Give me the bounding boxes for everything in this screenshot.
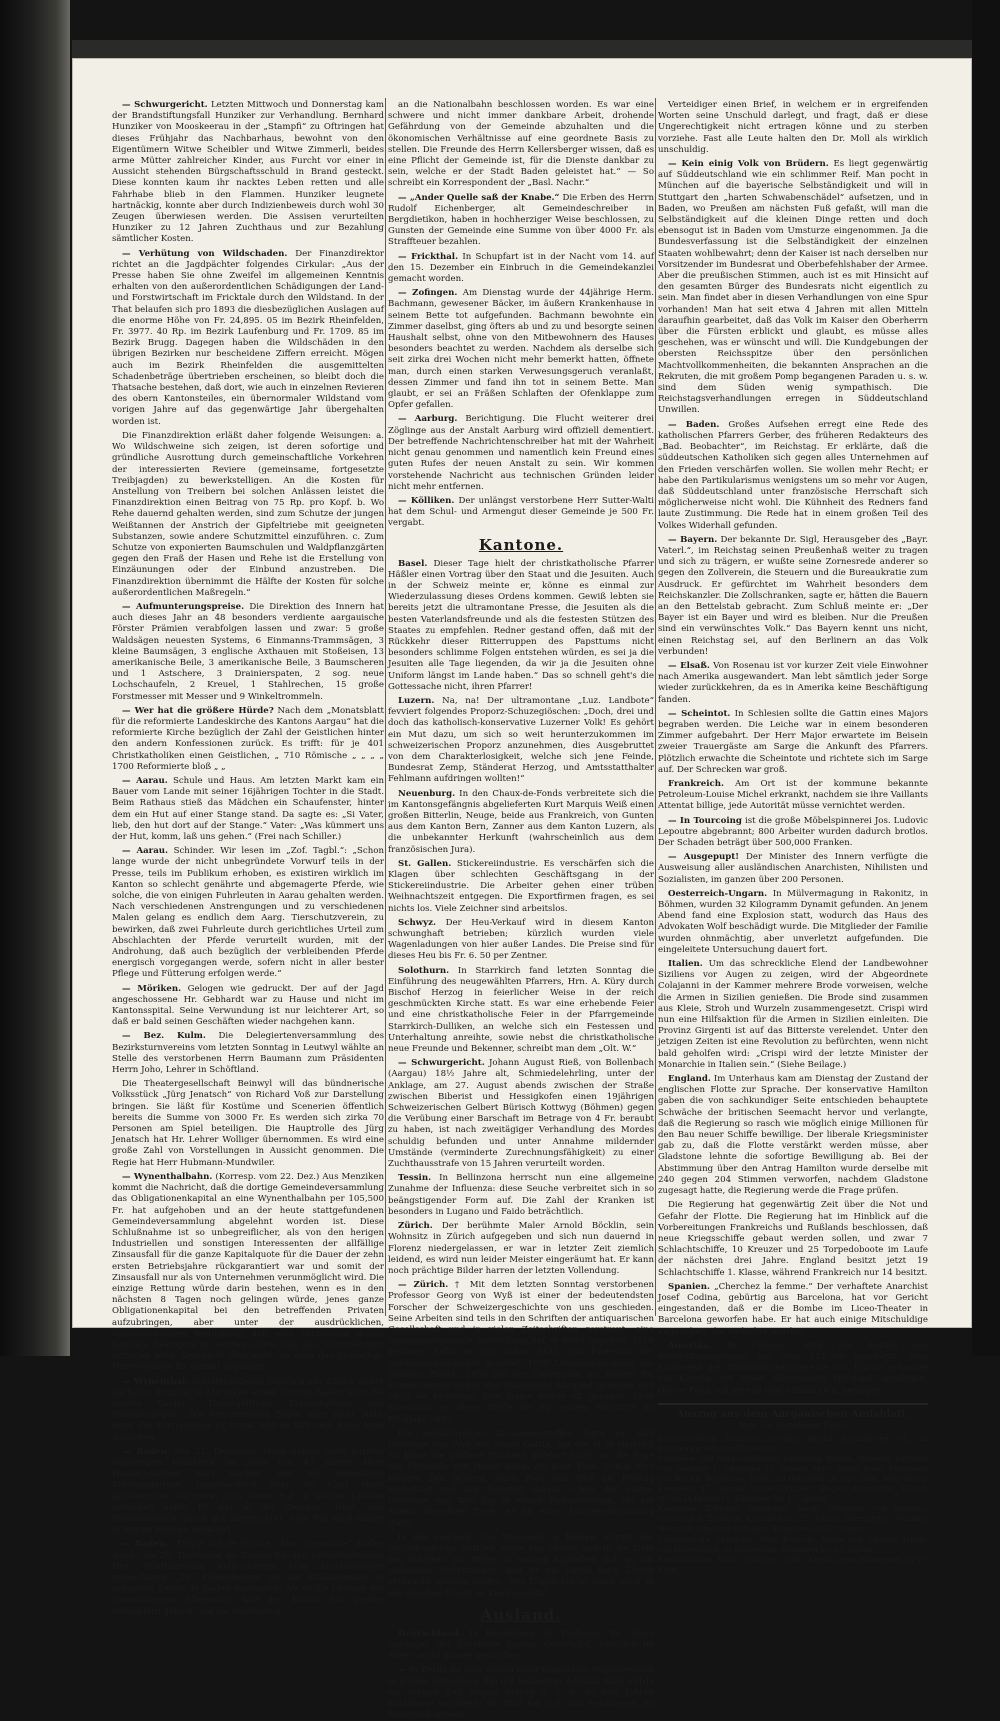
column-rule-1 [385,98,386,1316]
article-text: Großes Aufsehen erregt eine Rede des katholischen Pfarrers Gerber, des früheren Redakteurs des „Bad. Beobachter“, im Reichstag. Er erklärte, daß die süddeutschen Katholiken sich gegen alles Unternehmen auf den Frieden verschärfen wollen. Sie wollen mehr Recht; er habe den Partikularismus wenigstens um so mehr vor Augen, daß Süddeutschland unter französische Herrschaft sich möglicherweise nicht wohl. Die Kühnheit des Redners fand laute Zustimmung. Die Rede hat in einem großen Teil des Volkes Widerhall gefunden. [658,419,928,531]
article-paragraph [112,1172,384,1374]
article-lead: — Wynenthal. [122,1376,189,1387]
article-paragraph [388,1173,654,1218]
article-text: Na, na! Der ultramontane „Luz. Landbote“ fevviert folgendes Proporz-Schuzegiöschen: „Doch, drei und doch das katholisch-konservative Luzerner Volk! Es gehört ein Mut dazu, um sich so weit herunterzukommen im schweizerischen Proporz anzunehmen, dies Ausgebruttet von dem Charakterlosigkeit, welche sich jene Feinde, Bundesrat Zemp, Ständerat Herzog, und Amtsstatthalter Fehlmann aufdringen wollten!“ [388,695,654,785]
article-paragraph [388,789,654,856]
article-lead: Italien. [668,959,703,970]
amtsblatt-entry: Bevormundung. Lenzburg. Gruber, Bertha, Johannesfen sel., als Straßenwärters von Rottenwyl. [658,1433,928,1453]
article-lead: Oesterreich-Ungarn. [668,888,768,899]
article-lead: — Baden. [668,419,720,430]
article-paragraph [658,159,928,417]
article-text: In Chicago wird die Anzahl der Beschäftigungslosen auf über 117,000 geschätzt. Eine Konferenz der Wohlthätigkeitsvereine von Illinois ernannte ein Komite, um einen allgemeinen Hilfsfond anzulegen. Dieser Fond soll bereits eine Million Doll. betragen. [658,1340,929,1396]
article-paragraph [658,959,928,1071]
article-paragraph [658,852,928,886]
article-paragraph [112,431,384,599]
article-lead: — Kölliken. [398,495,455,506]
newspaper-page [72,58,972,1721]
article-lead: Schwyz. [398,917,436,928]
article-lead: Basel. [398,558,428,569]
article-lead: Neuenburg. [398,788,456,799]
article-paragraph [658,709,928,776]
article-lead: — „Ander Quelle saß der Knabe.“ [398,192,560,203]
article-paragraph [112,1079,384,1169]
article-paragraph [388,559,654,693]
article-paragraph [388,1221,654,1277]
article-lead: — Wynenthalbahn. [122,1171,213,1182]
article-text: Um das schreckliche Elend der Landbewohner Siziliens vor Augen zu zeigen, wird der Abgeordnete Colajanni in der Kammer mehrere Brode vorweisen, welche die Armen in Sizilien genießen. Die Brode sind zusammen aus Kleie, Stroh und Wurzeln zusammengesetzt. Crispi wird nun eine Hilfsaktion für die Armen in Sizilien einleiten. Die Provinz Girgenti ist auf das Bitterste verelendet. Unter den jetzigen Zeiten ist eine Revolution zu befürchten, wenn nicht bald geholfen wird: „Crispi wird der letzte Minister der Monarchie in Italien sein.“ (Siehe Beilage.) [658,959,928,1070]
article-text: In Heidelberg ist Professor Dr. Aloys Sprenger, der berühmte Berner Orientalist, plötzlich im Alter von 81 Jahren gestorben. [388,1628,655,1662]
article-text: Die Finanzdirektion erläßt daher folgende Weisungen: a. Wo Wildschweine sich zeigen, ist deren sofortige und gründliche Ausrottung durch gemeinschaftliche Vorkehren der interessierten Reviere (gemeinsame, fortgesetzte Treibjagden) zu bewerkstelligen. An die Kosten für Anstellung von Treibern bei solchen Anlässen leistet die Finanzdirektion einen Beitrag von 75 Rp. pro Kopf. b. Wo Rehe dauernd gehalten werden, sind zum Schutze der jungen Weißtannen der Anstrich der Gipfeltriebe mit geeigneten Substanzen, sowie andere Schutzmittel einzuführen. c. Zum Schutze von exponierten Baumschulen und Waldpflanzgärten gegen den Fraß der Hasen und Rehe ist die Erstellung von Einzäunungen oder der Einbund anzustreben. Die Finanzdirektion übernimmt die Hälfte der Kosten für solche außerordentlichen Maßregeln.“ [112,430,384,598]
article-text: Schule und Haus. Am letzten Markt kam ein Bauer vom Lande mit seiner 16jährigen Tochter in die Stadt. Beim Rathaus stieß das Mädchen ein Schaufenster, hinter dem ein Hut auf einer Stange stand. Da sagte es: „Si Vater, lieb, den hut dort auf der Stange.“ Vater: „Was kümmert uns der Hut, komm, laß uns gehen.“ (Frei nach Schiller.) [112,775,384,842]
article-text: „Cherchez la femme.“ Der verhaftete Anarchist Josef Codina, gebürtig aus Barcelona, hat vor Gericht eingestanden, daß er die Bombe im Liceo-Theater in Barcelona geworfen habe. Er hat auch einige Mitschuldige angegeben, die verhaftet wurden. [658,1281,928,1337]
article-paragraph [388,100,654,190]
article-paragraph [658,816,928,850]
article-text: Der Minister des Innern verfügte die Ausweisung aller ausländischen Anarchisten, Nihilisten und Sozialisten, im ganzen über 200 Personen. [658,852,929,885]
amtsblatt-entry: Konkurse. Zofingen. Schmidter, Jakob, Fabrikant von Rothrist, wohnhaft in Zofingen. Eingaben bis 23. Januar. Bremgarten. Widmer, Heinrich, Landwirt in Widen. Eingaben bis 13. Januar. [658,1504,928,1533]
article-text: Die Theatergesellschaft Beinwyl will das bündnerische Volksstück „Jürg Jenatsch“ von Richard Voß zur Darstellung bringen. Sie läßt für Kostüme und Scenerien öffentlich bereits die Summe von 3000 Fr. Es werden sich zirka 70 Personen am Spiel beteiligen. Die Hauptrolle des Jürg Jenatsch hat Hr. Lehrer Wolliger übernommen. Es wird eine große Zahl von Vorstellungen in Aussicht genommen. Die Regie hat Herr Hubmann-Mundwiler. [112,1079,384,1168]
article-text: Dieser Tage hielt der christkatholische Pfarrer Häßler einen Vortrag über den Staat und die Jesuiten. Auch in der Schweiz meinte er, könne es einmal zur Wiederzulassung dieses Ordens kommen. Gewiß lebten sie bereits jetzt die ultramontane Presse, die Jesuiten als die besten Vaterlandsfreunde und als die festesten Stützen des Staates zu empfehlen. Redner gestand offen, daß mit der Rückkehr dieser Ritterruppen des Papsttums nicht besonders schlimme Folgen entstehen würden, es sei ja die Jesuiten alle Tage liegenden, da wir ja die Jesuiten ohne Uniform längst im Lande haben.“ Das so schnell geht's die Gottessache nicht, ihren Pfarrer! [388,558,654,692]
article-text: Arbeitersekretär Greulich aus Zürich wollte nächsten Sonntag in Menziken einen Vortrag halten über die beiden Kinder: „Unentgeltliche Krankenpflege und Tabakmonopol.“ Die Versammlung findet aber nicht statt, denn der Vortragende ist krank und es fällt sein Bann ferm wattieren. [112,1376,384,1443]
article-lead: — [398,1665,407,1676]
article-text: (Korresp. vom 22. Dez.) Aus Menziken kommt die Nachricht, daß die dortige Gemeindeversammlung das Obligationenkapital an eine Wynenthalbahn per 105,500 Fr. hat aufgehoben und an der heute stattgefundenen Gemeindeversammlung abgelehnt worden ist. Diese Schlußnahme ist so unbegreiflicher, als von den herigen Industriellen und sonstigen Interessenten der allfällige Zinsausfall für die ganze Kapitalquote für die Dauer der zehn ersten Betriebsjahre rückgarantiert war und somit der Zinsausfall nur als von Unternehmen verunmöglicht wird. Die einzige Rettung würde darin bestehen, wenn es in den nächsten 8 Tagen noch gelingen würde, jenes ganze Obligationenkapital bei den betreffenden Privaten aufzubringen, aber unter der ausdrücklichen, einschränkenden Bedingung, daß eine Verzinsung dieses Kapitals beansprucht werden dürfe, bis das Unternehmen ertragen wird. Geschieht dies nicht, so wird das großartige Unternehmen für einmal begraben. [112,1171,385,1373]
article-paragraph [388,966,654,1056]
article-text: ist die große Möbelspinnerei Jos. Ludovic Lepoutre abgebrannt; 800 Arbeiter wurden dadurch brotlos. Der Schaden beträgt über 500,000 Franken. [658,815,928,848]
article-paragraph [112,1539,384,1617]
article-lead: — Ausgepupt! [668,852,740,863]
amtsblatt-entry: Schuldenrufe. Lenzburg. Frau Berischi, Maria geb. Gehrig, Jakobs von Dürrenäsch, in Niederlenz. Eingaben bis 15. Januar. [658,1534,928,1554]
article-paragraph [388,918,654,963]
article-lead: — Aarburg. [398,414,458,425]
article-lead: Frankreich. [668,778,724,789]
article-lead: — Zofingen. [398,288,458,299]
article-lead: Amerika. [668,1340,712,1351]
article-text: an die Nationalbahn beschlossen worden. Es war eine schwere und nicht immer dankbare Arbeit, drohende Gefährdung von der Gemeinde abzuhalten und die ökonomischen Verhältnisse auf eine geordnete Basis zu stellen. Die Freunde des Herrn Kellersberger wissen, daß es eine Pflicht der Gemeinde ist, für die Dienste dankbar zu sein, welche er der Stadt Baden geleistet hat.“ — So schreibt ein Korrespondent der „Basl. Nachr.“ [388,100,654,189]
article-text: Im Unterhaus kam am Dienstag der Zustand der englischen Flotte zur Sprache. Der konservative Hamilton gaben die von sachkundiger Seite entschieden behauptete Schwäche der britischen Seemacht hervor und verlangte, daß die Regierung so rasch wie möglich einige Millionen für den Bau neuer Schiffe bewillige. Der liberale Kriegsminister gab zu, daß die Flotte verstärkt werden müsse, aber Gladstone lehnte die sofortige Bewilligung ab. Bei der Abstimmung über den Antrag Hamilton wurde derselbe mit 240 gegen 204 Stimmen verworfen, nachdem Gladstone zugesagt hatte, die Regierung werde die Frage prüfen. [658,1074,928,1197]
top-dark-strip [72,40,972,58]
article-paragraph [658,100,928,156]
article-paragraph [112,846,384,980]
article-lead: — Kein einig Volk von Brüdern. [668,159,829,170]
article-paragraph [658,1341,928,1397]
article-text: Der berühmte Maler Arnold Böcklin, sein Wohnsitz in Zürich aufgegeben und sich nun dauernd in Florenz niedergelassen, er war in letzter Zeit ziemlich leidend, es wird nun leider Meister eingeräumt hat. Er kann noch prächtige Bilder harren der letzten Vollendung. [388,1221,654,1276]
article-lead: — In Tourcoing [668,815,742,826]
section-heading: Ausland. [480,1605,562,1624]
article-lead: — Verhütung von Wildschaden. [122,248,288,259]
column-2 [388,100,655,1721]
binding-shadow [0,0,70,1356]
article-lead: Tessin. [398,1173,432,1184]
amtsblatt-entry: Schulden- und Bürgschaftsrufe. Lenzburg. Bürgin, Wilhelm, Postillon von Seengen †. Eingaben 16. Januar. Muri. Suter, Josef, Kaufmann von Boswil. Wulflinger, Josef, auf dem Feld zu Sins, Gde. Meyenberg. Eingaben 17. Januar. Unter-Ulrichen. Meyer, Antoinette, Witwe, Wirtin in Dietwyl †. Eingaben bis 15. Januar. [658,1454,928,1503]
article-paragraph [658,889,928,956]
article-text: Die Delegiertenversammlung des Bezirksturnvereins vom letzten Sonntag in Leutwyl wählte an Stelle des verstorbenen Herrn Baumann zum Präsidenten Herrn Joho, Lehrer in Schöftland. [112,1031,385,1076]
article-paragraph [388,252,654,286]
article-paragraph [658,420,928,532]
article-text: Am 21. Dezember starb dahier nach kurzem einjährigen Krankheit im Alter von 45 Jahren Herr Handelsgärtner Karl Gerber, der als ehemaliger Kurhausgärtner, hauptsächlich aber als Chef einer bedeutenden Gärtnerei sich einen Ruf in weiten Kreisen erworben hatte. Er war in der Gemüse-, Obst- und Weinbaukunde gleich gut unterrichtet. Sein Tod wird dahier in weiten Kreisen bedauert. [112,1446,385,1536]
article-lead: — Aarau. [122,846,169,857]
article-paragraph [388,1533,654,1600]
article-text: Verteidiger einen Brief, in welchem er in ergreifenden Worten seine Unschuld darlegt, und fragt, daß er diese Ungerechtigkeit nicht ertragen könne und zu sterben vorziehe. Fast alle Leute halten den Dr. Moll als wirklich unschuldig. [658,100,928,155]
article-paragraph [112,706,384,773]
article-lead: Solothurn. [398,965,450,976]
article-lead: — Aarau. [122,775,168,786]
article-text: In Mülvermagung in Rakonitz, in Böhmen, wurden 32 Kilogramm Dynamit gefunden. An jenem Abend fand eine Explosion statt, wodurch das Haus des Advokaten Wolf beschädigt wurde. Die Mitglieder der Familie wurden ohnmächtig, aber unverletzt aufgefunden. Die eingeleitete Untersuchung dauert fort. [658,888,928,955]
article-text: Es liegt gegenwärtig auf Süddeutschland wie ein schlimmer Reif. Man pocht in München auf die bayerische Selbständigkeit und will in Stuttgart den „harten Schwabenschädel“ aufsetzen, und in Baden, wo Preußen am nächsten Fuß gefaßt, will man die Selbständigkeit auf die kleinen Dinge retten und doch ebensogut ist in Baden vom Umsturze eingenommen. Ja die Bundesverfassung ist die Selbständigkeit der einzelnen Staaten wohlbewahrt; denn der Kaiser ist nach derselben nur Vorsitzender im Bundesrat und Oberbefehlshaber der Armee. Aber die preußischen Stimmen, auch ist es mit Hinsicht auf den gesamten Bürger des Bundesrats nicht eigentlich zu sein. Man findet aber in diesen Verhandlungen von eine Spur vorhanden! Man hat seit etwa 4 Jahren mit allen Mitteln daraufhin gearbeitet, daß das Volk im Kaiser den Oberherrn über die Fürsten erblickt und glaubt, es müsse alles geschehen, was er wünscht und will. Die Kundgebungen der obersten Reichsspitze über den persönlichen Machtvollkommenheiten, die bekannten Ansprachen an die Rekruten, die mit großem Pomp begangenen Paraden u. s. w. sind dem Süden wenig sympathisch. Die Reichstagsverhandlungen erregen in Süddeutschland Unwillen. [658,159,929,416]
article-lead: Zürich. [398,1221,433,1232]
article-lead: — Möriken. [122,983,182,994]
article-lead: St. Gallen. [398,858,452,869]
article-paragraph [388,288,654,411]
article-text: Am Dienstag wurde der 44jährige Herm. Bachmann, gewesener Bäcker, im äußern Krankenhause in seinem Bette tot aufgefunden. Bachmann bewohnte ein Zimmer daselbst, ging öfters ab und zu und besorgte seinen Haushalt selbst, ohne von den Mitbewohnern des Hauses besonders beachtet zu werden. Nachdem als derselbe sich seit zirka drei Wochen nicht mehr bemerkt hatten, öffnete man, durch einen starken Verwesungsgeruch veranlaßt, dessen Zimmer und fand ihn tot in seinem Bette. Man glaubt, er sei an Fräßen Schlaften der Ofenklappe zum Opfer gefallen. [388,288,655,411]
article-lead: England. [668,1074,711,1085]
article-paragraph [658,1074,928,1197]
article-paragraph [388,1629,654,1663]
article-lead: — Bez. Kulm. [122,1031,206,1042]
article-lead: — Schwurgericht. [122,100,208,110]
column-rule-2 [655,98,656,1316]
article-paragraph [112,249,384,428]
article-text: Johann August Rieß, von Bollenbach (Aargau) 18½ Jahre alt, Schmiedelehrling, unter der Anklage, am 27. August abends zwischen der Straße zwischen Biberist und Hessigkofen einen 19jährigen Schweizerischen Gelbert Bürisch Kottwyg (Böhmen) gegen die Verübung einer Barschaft im Betrage von 4 Fr. beraubt zu haben, ist nach zweitägiger Verhandlung des Mordes schuldig befunden und unter Annahme mildernder Umstände (verminderte Zurechnungsfähigkeit) zu einer Zuchthausstrafe von 15 Jahren verurteilt worden. [388,1058,654,1170]
article-paragraph [112,1031,384,1076]
amtsblatt-box [658,1403,928,1575]
article-text: Ein merkwürdiges Zusammentreffen fügte es, daß Professor von Wyß mit seiner Gattin, mit der er in ziemlich 50 Jahre die goldene Hochzeit gefeiert hatte, an die Tage der Rückkehr von Hause kaum ein paar Tage. Schon eine längere Zeit leidend, starb Frau von Wyß am Freitag Vormittag und am Sonntag darauf schon der Gatte. Professor von Wyß lag in einem Fieberdelirium, als am Abend desselben Tages er an einer Lungenentzündung starb. [388,1428,654,1529]
column-3 [658,100,929,1575]
article-paragraph [388,496,654,530]
article-paragraph [112,100,384,246]
article-lead: — Schwurgericht. [398,1058,485,1069]
article-text: Gelogen wie gedruckt. Der auf der Jagd angeschossene Hr. Gebhardt war zu Hause und nicht im Kantonsspital. Seine Verwundung ist nur leichterer Art, so daß er bald seinen Geschäften wieder nachgehen kann. [112,983,384,1028]
article-text: Die Erben des Herrn Rudolf Eichenberger, alt Gemeindeschreiber in Bergdietikon, haben in hochherziger Weise beschlossen, zu Gunsten der Gemeinde eine Summe von über 4000 Fr. als Straffteuer bezahlen. [388,192,654,248]
article-paragraph [658,779,928,813]
article-paragraph [388,859,654,915]
article-paragraph [658,535,928,658]
article-text: Der unlängst verstorbene Herr Sutter-Walti hat dem Schul- und Armengut dieser Gemeinde je 500 Fr. vergabt. [388,495,655,529]
article-text: Der Finanzdirektor richtet an die Jagdpächter folgendes Cirkular: „Aus der Presse haben Sie ohne Zweifel im allgemeinen Kenntnis erhalten von den außerordentlichen Schädigungen der Land- und Forstwirtschaft im Fricktale durch den Wildstand. In der That belaufen sich pro 1893 die diesbezüglichen Auslagen auf die enorme Höhe von Fr. 24,895. 05 im Bezirk Rheinfelden, Fr. 3977. 40 Rp. im Bezirk Laufenburg und Fr. 1709. 85 im Bezirk Brugg. Dagegen haben die Wildschäden in den übrigen Bezirken nur bescheidene Ziffern erreicht. Mögen auch im Bezirk Rheinfelden die ausgemittelten Schadenbeträge übertrieben erscheinen, so bleibt doch die Thatsache bestehen, daß dort, wie auch in einzelnen Revieren des obern Kantonsteiles, ein übernormaler Wildstand vom vorigen Jahre auf das gegenwärtige Jahr übergehalten worden ist. [112,248,385,427]
article-text: Der bekannte Dr. Sigl, Herausgeber des „Bayr. Vaterl.“, im Reichstag seinen Preußenhaß weiter zu tragen und sich zu trägern, er wußte seine Zornesrede anderer so gegen den Zollverein, die Steuern und die Bureaukratie zum Ausdruck. Er gefürchtet im Wahrheit besonders dem Reichskanzler. Die Zollschranken, sagte er, hätten die Bauern an den Bettelstab gebracht. Zum Schluß meinte er: „Der Bayer ist ein Bayer und wird es bleiben. Nur die Preußen sind ein verwünschtes Volk.“ Das Bayern kennt uns nicht, einen Reichstag sei, auf den Berlinern an das Volk verbunden! [658,534,928,657]
article-paragraph [658,661,928,706]
amtsblatt-entry: Rehabilitation. Kulm. Lüscher, Gottl., Knecht, von Mooslerau, in O.-Kulm. [658,1555,928,1575]
article-text: In der Gerberei von Wunderly in Meilen stürzte der siebzehnjährige Gottlieb Meier von Meilen sich in die Tiefe des Fabriken von Bielen in seinem Kopfleben sich an mit siebenden Verletzungen, daß er ins Spital nach Zürich verbracht werden mußte. Der Unglückliche starb noch in der gleichen Nacht im Kantonsspital. [388,1532,654,1599]
amtsblatt-date: Vom 16. Dezember 1893. [738,1420,848,1431]
article-text: Nach dem „Monatsblatt für die reformierte Landeskirche des Kantons Aargau“ hat die reformierte Kirche bezüglich der Zahl der Geistlichen hinter den andern Konfessionen zurück. Es trifft: für je 401 Christkatholiken einen Geistlichen, „ 710 Römische „ „ „ „ 1700 Reformierte bloß „ „ [112,705,384,772]
article-text: Berichtigung. Die Flucht weiterer drei Zöglinge aus der Anstalt Aarburg wird offiziell dementiert. Der betreffende Nachrichtenschreiber hat mit der Wahrheit nicht genau genommen und namentlich kein Freund eines guten Rufes der neuen Anstalt zu sein. Wir kommen vorstehende Nachricht aus technischen Gründen leider nicht mehr entfernen. [388,414,654,492]
article-text: Die Regierung hat gegenwärtig Zeit über die Not und Gefahr der Flotte. Die Regierung hat im Hinblick auf die Vorbereitungen Frankreichs und Rußlands beschlossen, daß neue Kriegsschiffe gebaut werden sollen, und zwar 7 Schlachtschiffe, 10 Kreuzer und 25 Torpedoboote im Laufe der nächsten drei Jahre. England besitzt jetzt 19 Schlachtschiffe 1. Klasse, während Frankreich nur 14 besitzt. [658,1200,928,1278]
article-lead: — Bayern. [668,534,718,545]
article-lead: — Aufmunterungspreise. [122,601,245,612]
article-text: In Berlin ist man wegen einer tragischen Angelegenheit in großer Aufregung. Ein gut bekannter Advokat Moll wurde vor einiger Zeit wegen Betrug u. s. w. zu drei Jahren Zuchthaus verurteilt. Dr. Moll hat sich nun erschossen. Er hinterließ seinem [388,1665,654,1721]
article-paragraph [388,1280,654,1426]
article-paragraph [112,984,384,1029]
article-text: Letzten Mittwoch und Donnerstag kam der Brandstiftungsfall Hunziker zur Verhandlung. Bernhard Hunziker von Mooskeerau in der „Stampfi“ zu Oftringen hat dieses Frühjahr das Nachbarhaus, bewohnt von den Eigentümern Witwe Scheibler und Witwe Zimmerli, beides arme Mütter zahlreicher Kinder, aus Furcht vor einer in Aussicht stehenden Bürgschaftsschuld in Brand gesteckt. Diese konnten kaum ihr nacktes Leben retten und alle Fahrhabe blieb in den Flammen. Hunziker leugnete hartnäckig, konnte aber durch Indizienbeweis durch wohl 30 Zeugen überwiesen werden. Die Assisen verurteilten Hunziker zu 12 Jahren Zuchthaus und zur Bezahlung sämtlicher Kosten. [112,100,384,245]
article-paragraph [388,1429,654,1530]
amtsblatt-title: Auszug aus dem Aargauischen Amtsblatt. [676,1408,910,1420]
article-lead: — Wer hat die größere Hürde? [122,705,274,716]
article-paragraph [112,776,384,843]
article-paragraph [112,1447,384,1537]
article-paragraph [388,696,654,786]
article-text: In Schupfart ist in der Nacht vom 14. auf den 15. Dezember ein Einbruch in die Gemeindekanzlei gemacht worden. [388,251,655,285]
article-lead: — Scheintot. [668,708,731,719]
article-text: † Mit dem letzten Sonntag verstorbenen Professor Georg von Wyß ist einer der bedeutendsten Forscher der Schweizergeschichte von uns geschieden. Seine Arbeiten sind teils in den Schriften der antiquarischen Gesellschaft und in vielen Zeitschriften zerstreut; eine zusammenfassende Darstellung hat er nicht gegeben. 1816 geboren, nahm er sich schon 1842 zum Professor der Schweizergeschichte gewählt, 1850 Lehramtskandidat des Standes Zürich. 1850 bei der Universität als Dozent für Schweizergeschichte und Staatsrecht Mitglied gewesen und 1870 als Professor. Sein Name wurde oft genannt. 1858 übernahm er diese Stelle bis zu seinem Rücktritt im Frühjahr 1893. [388,1280,655,1425]
article-text: Schinder. Wir lesen im „Zof. Tagbl.“: „Schon lange wurde der nicht unbegründete Vorwurf teils in der Presse, teils im Publikum erhoben, es existiren wirklich im Kanton so schlecht genährte und abgemagerte Pferde, wie solche, die von einigen Fuhrleuten in Aarau gehalten werden. Nach verschiedenen Anstrengungen und zu verschiedenen Malen gelang es endlich dem Aarg. Tierschutzverein, zu bewirken, daß zwei Fuhrleute durch gerichtliches Urteil zum Abschlachten der Pferde verurteilt wurden, mit der Androhung, daß auch bezüglich der verbleibenden Pferde energisch vorgegangen werde, sofern nicht in aller bester Pflege und Fütterung erfolgen werde.“ [112,846,384,980]
article-text: Stickereiindustrie. Es verschärfen sich die Klagen über schlechten Geschäftsgang in der Stickereiindustrie. Die Arbeiter gehen einer trüben Weihnachtszeit entgegen. Die Exportfirmen fragen, es sei nichts los. Viele Zeichner sind arbeitslos. [388,858,654,914]
article-text: In Bellinzona herrscht nun eine allgemeine Zunahme der Influenza: diese Seuche verbreitet sich in so beängstigender Form auf. Die Zahl der Kranken ist besonders in Lugano und Faido beträchtlich. [388,1173,654,1217]
page-edge-shadow [972,0,1000,1356]
article-lead: — Elsaß. [668,660,710,671]
article-paragraph [388,1665,654,1721]
section-heading: Kantone. [478,535,564,554]
article-text: Der Heu-Verkauf wird in diesem Kanton schwunghaft betrieben; kürzlich wurden viele Wagenladungen von hier außer Landes. Die Preise sind für dieses Heu bis Fr. 6. 50 per Zentner. [388,917,655,962]
article-lead: Luzern. [398,695,435,706]
article-paragraph [388,1058,654,1170]
article-paragraph [112,1377,384,1444]
article-paragraph [388,414,654,492]
article-paragraph [112,602,384,703]
article-lead: — Baden. [122,1539,169,1550]
article-text: „Füfzgi mit de Stöcke.“ Die „Gemeinde“ Baden werde am 26. Dezember im Kasino für den zurücktretenden Hrn. Stadtammann Kellersberger eine Abschiedsfeier veranstalten. „Dr. Kellersberger ist als Stadtammann in schweren Zeiten da Baden gestanden. Als er die Leitung des Gemeinwesens übernahm, war das Kasino mit großen Geldopfern gebaut und die Subvention [112,1539,385,1617]
article-lead: — Baden. [122,1446,170,1457]
article-paragraph [658,1200,928,1278]
article-paragraph [658,1282,928,1338]
column-1 [112,100,385,1617]
article-text: In Schlesien sollte die Gattin eines Majors begraben werden. Die Leiche war in einem besonderen Zimmer aufgebahrt. Der Herr Major erwartete im Beisein zweier Trauergäste am Sarge die Ankunft des Pfarrers. Plötzlich erwachte die Scheintote und richtete sich im Sarge auf. Der Schrecken war groß. [658,708,928,775]
article-text: Die Direktion des Innern hat auch dieses Jahr an 48 besonders verdiente aargauische Förster Prämien verabfolgen lassen und zwar: 5 große Waldsägen neuesten Systems, 6 Einmanns-Trammsägen, 3 kleine Baumsägen, 3 englische Axthauen mit Stoßeisen, 13 amerikanische Beile, 3 amerikanische Beile, 3 Baumscheren und 1 Astschere, 3 Drainierspaten, 2 sog. neue Lochschaufeln, 2 Kreuel, 1 Stahlrechen, 15 große Forstmesser mit Messer und 9 Winkeltrommeln. [112,601,385,702]
article-text: In den Chaux-de-Fonds verbreitete sich die im Kantonsgefängnis abgelieferten Kurt Marquis Weiß einen großen Bitterlin, Neuge, beide aus Frankreich, von Gunten aus dem Kanton Bern, Zanner aus dem Kanton Luzern, als die unbekannter Herkunft (wahrscheinlich aus dem französischen Jura). [388,788,655,855]
article-paragraph [388,193,654,249]
article-text: In Starrkirch fand letzten Sonntag die Einführung des neugewählten Pfarrers, Hrn. A. Küry durch Bischof Herzog in feierlicher Weise in der reich geschmückten Kirche statt. Es war eine erhebende Feier und eine christkatholische Feier in der Pfarrgemeinde Starrkirch-Dulliken, an welche sich ein Festessen und Unterhaltung anreihte, sowie nebst die christkatholische neue Freunde und Bekenner, schreibt man dem „Olt. W.“ [388,965,654,1055]
article-lead: Deutschland. [398,1628,462,1639]
article-lead: Spanien. [668,1281,711,1292]
article-lead: — Zürich. [398,1280,449,1291]
article-text: Von Rosenau ist vor kurzer Zeit viele Einwohner nach Amerika ausgewandert. Man lebt sämtlich jeder Sorge wieder zurückkehren, da es in Amerika keine Beschäftigung fanden. [658,660,928,705]
article-text: Am Ort ist der kommune bekannte Petroleum-Louise Michel erkrankt, nachdem sie ihre Vaillants Attentat billige, jede Autorität müsse vernichtet werden. [658,778,928,812]
article-lead: — Frickthal. [398,251,459,262]
